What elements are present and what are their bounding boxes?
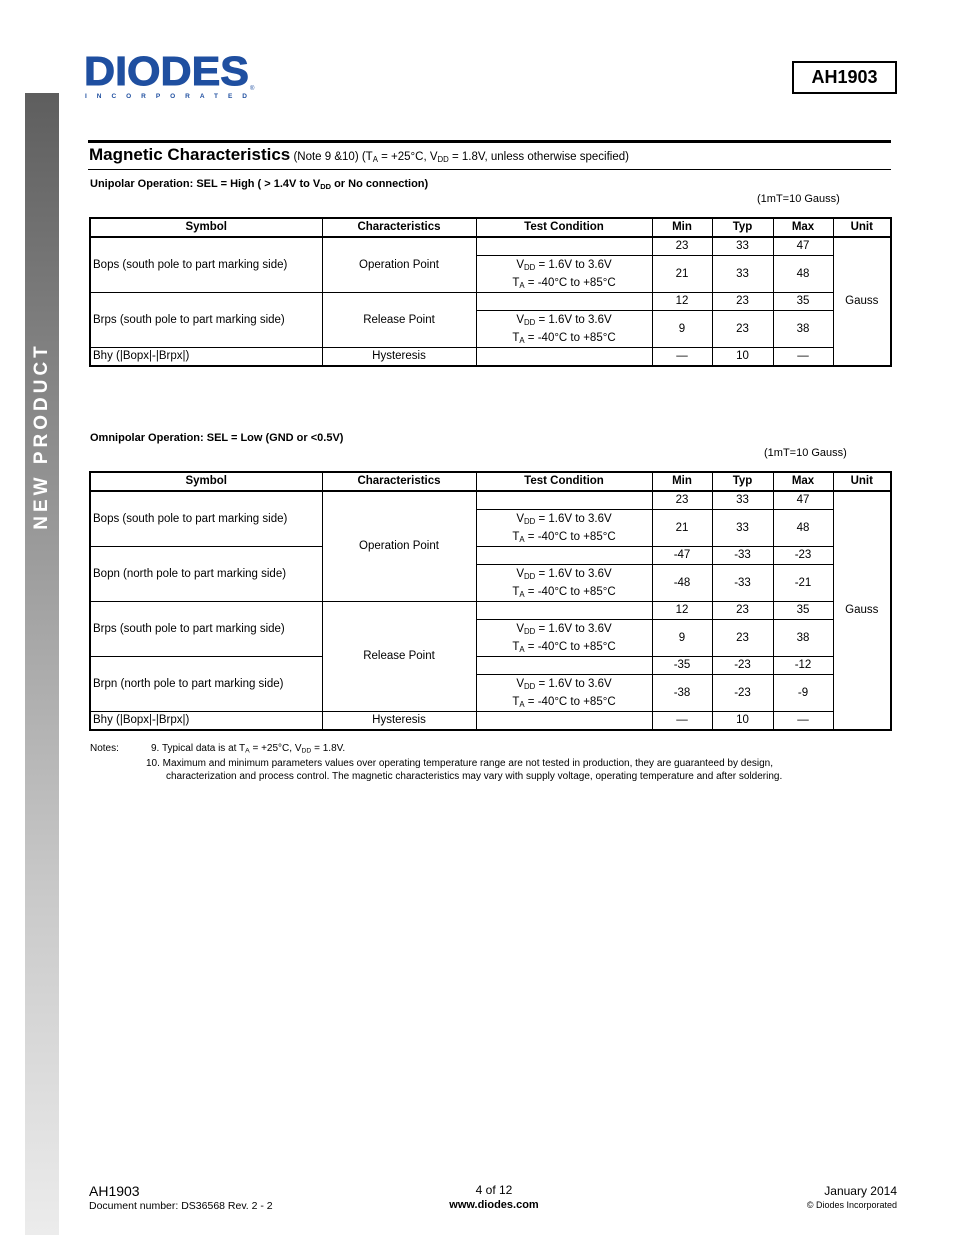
typ-cell: 33 [712,256,773,293]
omnipolar-unit-note: (1mT=10 Gauss) [764,447,847,459]
table-header-row [90,472,891,491]
footer-page-number: 4 of 12 [475,1183,513,1197]
section-title [89,145,629,165]
test-condition-cell [476,348,652,367]
omnipolar-table [89,471,892,731]
max-cell: 48 [773,256,833,293]
col-min: Min [652,472,712,491]
table-row [90,293,891,311]
test-condition-cell [476,602,652,620]
symbol-cell: Brpn (north pole to part marking side) [90,657,322,712]
typ-cell: 33 [712,491,773,510]
test-condition-cell: $V_{DD} = 1.6V$ to 3.6V $T_A = -40^\circ C$ to +85°C [476,620,652,657]
table-row [90,348,891,367]
footer-center [394,1183,594,1211]
footer-website-link[interactable]: www.diodes.com [449,1199,539,1211]
max-cell: 38 [773,311,833,348]
svg-text:DIODES: DIODES [84,52,249,94]
max-cell: 47 [773,237,833,256]
col-characteristics: Characteristics [322,218,476,237]
test-condition-cell [476,547,652,565]
svg-text:®: ® [250,86,255,92]
max-cell: 35 [773,602,833,620]
unipolar-table [89,217,892,367]
max-cell: 38 [773,620,833,657]
test-condition-cell [476,293,652,311]
min-cell: 12 [652,293,712,311]
col-unit: Unit [833,472,891,491]
typ-cell: 10 [712,348,773,367]
max-cell: 48 [773,510,833,547]
max-cell: -21 [773,565,833,602]
min-cell: 21 [652,256,712,293]
min-cell: 23 [652,491,712,510]
typ-cell: 10 [712,712,773,731]
col-symbol: Symbol [90,218,322,237]
sidebar-label: NEW PRODUCT [31,342,52,530]
typ-cell: 23 [712,620,773,657]
unipolar-unit-note: (1mT=10 Gauss) [757,193,840,205]
footer-right [807,1184,897,1210]
min-cell: -48 [652,565,712,602]
col-typ: Typ [712,472,773,491]
typ-cell: 23 [712,293,773,311]
symbol-cell: Bops (south pole to part marking side) [90,237,322,293]
note-9: 9. Typical data is at $T_A = +25^\circ C$, $V_{DD} = 1.8V$. [151,743,346,755]
unit-cell: Gauss [833,491,891,730]
min-cell: 9 [652,620,712,657]
col-unit: Unit [833,218,891,237]
table-header-row [90,218,891,237]
max-cell: 35 [773,293,833,311]
symbol-cell: Bopn (north pole to part marking side) [90,547,322,602]
col-max: Max [773,472,833,491]
test-condition-cell: $V_{DD} = 1.6V$ to 3.6V $T_A = -40^\circ C$ to +85°C [476,510,652,547]
min-cell: -47 [652,547,712,565]
min-cell: 12 [652,602,712,620]
test-condition-cell [476,712,652,731]
typ-cell: 33 [712,510,773,547]
table-row [90,491,891,510]
col-typ: Typ [712,218,773,237]
characteristic-cell: Release Point [322,602,476,712]
footer-document-number: Document number: DS36568 Rev. 2 - 2 [89,1200,273,1212]
min-cell: — [652,712,712,731]
characteristic-cell: Operation Point [322,237,476,293]
test-condition-cell: $V_{DD} = 1.6V$ to 3.6V $T_A = -40^\circ C$ to +85°C [476,565,652,602]
test-condition-cell: $V_{DD} = 1.6V$ to 3.6V $T_A = -40^\circ C$ to +85°C [476,256,652,293]
min-cell: -35 [652,657,712,675]
symbol-cell: Bhy (|Bopx|-|Brpx|) [90,348,322,367]
title-underline [88,169,891,170]
diodes-logo [84,52,256,100]
test-condition-cell [476,657,652,675]
symbol-cell: Bops (south pole to part marking side) [90,491,322,547]
table-row [90,547,891,565]
symbol-cell: Brps (south pole to part marking side) [90,602,322,657]
typ-cell: 23 [712,602,773,620]
section-conditions: (Note 9 &10) ($T_A = +25^\circ C$, $V_{DD} = 1.8V$, unless otherwise specified) [290,151,629,164]
footer-date: January 2014 [824,1184,897,1198]
col-test-condition: Test Condition [476,472,652,491]
test-condition-cell: $V_{DD} = 1.6V$ to 3.6V $T_A = -40^\circ C$ to +85°C [476,675,652,712]
omnipolar-heading: Omnipolar Operation: SEL = Low (GND or <0.5V) [90,432,344,444]
notes-label: Notes: [90,743,119,754]
test-condition-cell [476,237,652,256]
typ-cell: 23 [712,311,773,348]
typ-cell: -23 [712,657,773,675]
section-title-text: Magnetic Characteristics [89,145,291,164]
svg-text:INCORPORATED: INCORPORATED [85,93,247,100]
unipolar-heading: Unipolar Operation: SEL = High ( > 1.4V to $V_{DD}$ or No connection) [90,178,429,191]
table-row [90,712,891,731]
max-cell: 47 [773,491,833,510]
max-cell: -23 [773,547,833,565]
typ-cell: -33 [712,565,773,602]
characteristic-cell: Hysteresis [322,348,476,367]
typ-cell: -33 [712,547,773,565]
symbol-cell: Brps (south pole to part marking side) [90,293,322,348]
table-row [90,237,891,256]
symbol-cell: Bhy (|Bopx|-|Brpx|) [90,712,322,731]
max-cell: -9 [773,675,833,712]
max-cell: -12 [773,657,833,675]
characteristic-cell: Operation Point [322,491,476,602]
unit-cell: Gauss [833,237,891,366]
note-10: 10. Maximum and minimum parameters values over operating temperature range are not tested in production, they are guaranteed by design, characterization and process control. The magnetic characteristics may vary with supply voltage, operating temperature and after soldering. [146,758,783,782]
part-number-box: AH1903 [792,61,897,94]
characteristic-cell: Release Point [322,293,476,348]
min-cell: 21 [652,510,712,547]
max-cell: — [773,712,833,731]
sidebar-band [25,93,59,1235]
table-row [90,602,891,620]
min-cell: 9 [652,311,712,348]
col-min: Min [652,218,712,237]
test-condition-cell [476,491,652,510]
header-rule [88,140,891,143]
footer-copyright: © Diodes Incorporated [806,1200,897,1210]
col-characteristics: Characteristics [322,472,476,491]
footer-left [89,1183,273,1212]
col-symbol: Symbol [90,472,322,491]
test-condition-cell: $V_{DD} = 1.6V$ to 3.6V $T_A = -40^\circ C$ to +85°C [476,311,652,348]
typ-cell: -23 [712,675,773,712]
characteristic-cell: Hysteresis [322,712,476,731]
min-cell: 23 [652,237,712,256]
col-max: Max [773,218,833,237]
max-cell: — [773,348,833,367]
min-cell: — [652,348,712,367]
col-test-condition: Test Condition [476,218,652,237]
typ-cell: 33 [712,237,773,256]
min-cell: -38 [652,675,712,712]
table-row [90,657,891,675]
footer-part-number: AH1903 [89,1183,140,1199]
